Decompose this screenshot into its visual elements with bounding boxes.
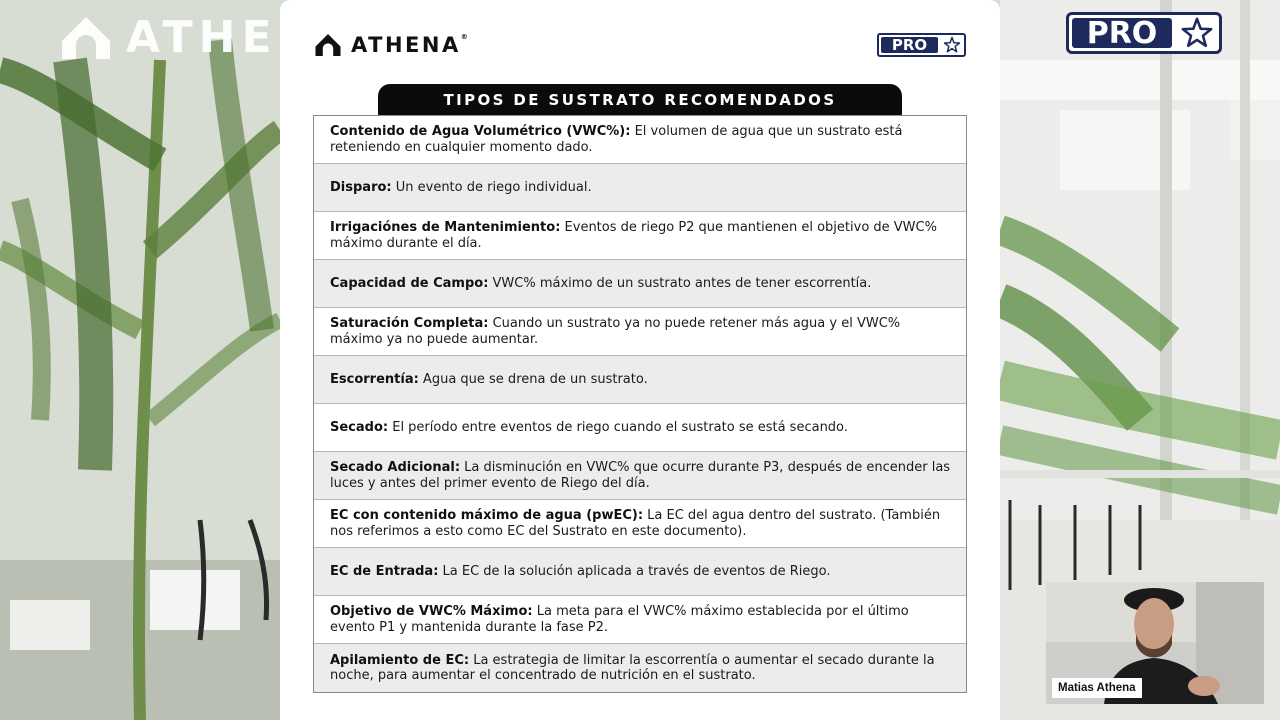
term-definition: Eventos de riego P2 que mantienen el objetivo de VWC% máximo durante el día. [330,220,937,251]
star-icon [1175,15,1219,51]
term-definition: VWC% máximo de un sustrato antes de tener escorrentía. [488,275,872,291]
background-logo-text: ATHE [126,12,278,63]
participant-name-label: Matias Athena [1052,678,1142,698]
glossary-row [314,212,966,260]
athena-logo-icon [60,15,112,61]
glossary-row [314,500,966,548]
background-left-scene [0,0,280,720]
glossary-row [314,116,966,164]
term-title: EC con contenido máximo de agua (pwEC): [330,508,644,523]
term-title: Saturación Completa: [330,316,489,331]
section-title-banner: TIPOS DE SUSTRATO RECOMENDADOS [378,84,902,116]
glossary-table [313,115,967,693]
athena-logo-text: ATHENA® [351,33,468,57]
term-definition: La EC de la solución aplicada a través de eventos de Riego. [438,563,831,579]
plant-illustration [0,0,280,720]
term-definition: La meta para el VWC% máximo establecida por el último evento P1 y mantenida durante la fase P2. [330,604,909,635]
glossary-row [314,404,966,452]
glossary-row [314,452,966,500]
pro-badge [877,33,966,57]
webcam-video-tile[interactable] [1046,582,1264,704]
term-definition: La EC del agua dentro del sustrato. (También nos referimos a esto como EC del Sustrato en este documento). [330,508,941,539]
glossary-row [314,356,966,404]
glossary-row [314,260,966,308]
term-definition: La estrategia de limitar la escorrentía o aumentar el secado durante la noche, para aumentar el concentrado de nutrición en el sustrato. [330,652,935,683]
term-definition: Agua que se drena de un sustrato. [418,371,648,387]
term-title: EC de Entrada: [330,563,439,579]
term-definition: El volumen de agua que un sustrato está reteniendo en cualquier momento dado. [330,124,903,155]
term-definition: Cuando un sustrato ya no puede retener más agua y el VWC% máximo ya no puede aumentar. [330,316,901,347]
term-title: Irrigaciónes de Mantenimiento: [330,220,561,235]
glossary-row [314,548,966,596]
term-definition: El período entre eventos de riego cuando el sustrato se está secando. [388,419,848,435]
glossary-row [314,596,966,644]
glossary-row [314,164,966,212]
glossary-row [314,644,966,692]
term-title: Secado Adicional: [330,460,461,475]
term-title: Secado: [330,419,389,435]
term-title: Disparo: [330,179,392,195]
term-title: Objetivo de VWC% Máximo: [330,604,533,619]
athena-logo [314,33,468,57]
term-title: Capacidad de Campo: [330,275,489,291]
term-definition: Un evento de riego individual. [391,179,592,195]
athena-logo-icon [314,33,342,57]
term-title: Apilamiento de EC: [330,652,470,668]
glossary-row [314,308,966,356]
term-definition: La disminución en VWC% que ocurre durante P3, después de encender las luces y antes del primer evento de Riego del día. [330,460,951,491]
term-title: Contenido de Agua Volumétrico (VWC%): [330,124,631,139]
document-page [280,0,1000,720]
term-title: Escorrentía: [330,371,419,387]
background-pro-text: PRO [1072,18,1172,48]
pro-badge-text: PRO [881,37,938,53]
background-athena-logo [60,12,278,63]
star-icon [940,35,964,55]
background-pro-badge [1066,12,1222,54]
